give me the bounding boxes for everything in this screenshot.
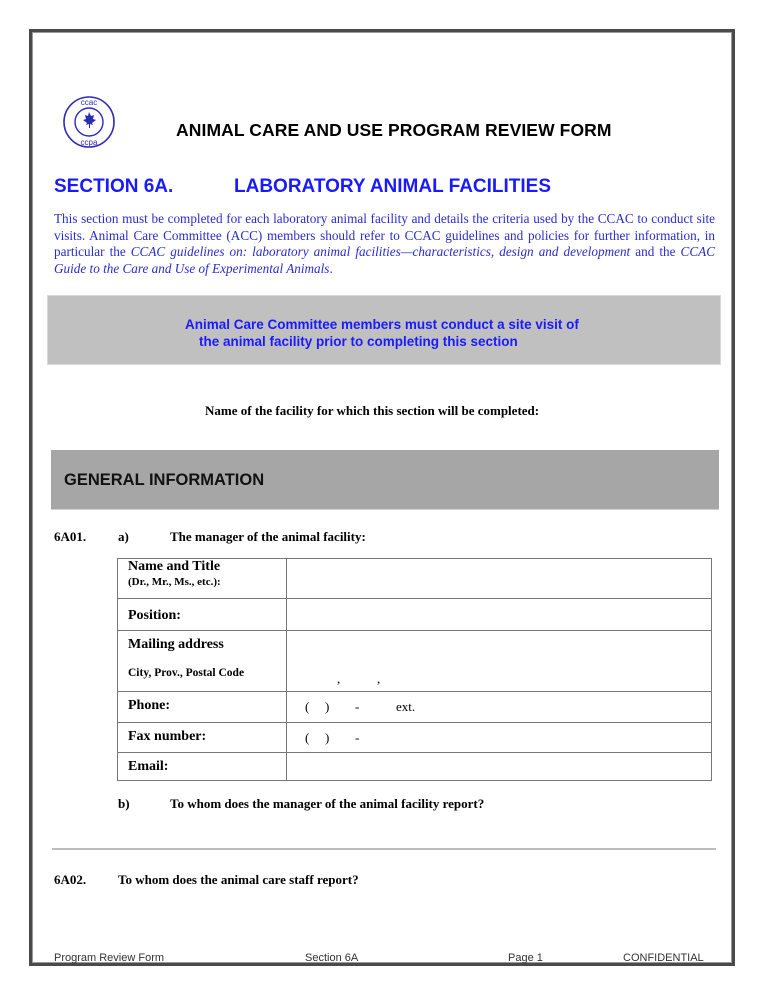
section-name: LABORATORY ANIMAL FACILITIES: [234, 176, 552, 197]
manager-info-table: [117, 558, 712, 781]
name-title-label: Name and Title (Dr., Mr., Ms., etc.):: [118, 559, 287, 599]
email-field[interactable]: [287, 753, 712, 781]
section-label: SECTION 6A.: [54, 176, 174, 197]
question-b-text: To whom does the manager of the animal facility report?: [170, 796, 485, 811]
question-a-marker: a): [118, 529, 129, 544]
ccac-logo-icon: [62, 95, 116, 149]
guidelines-reference: CCAC guidelines on: laboratory animal facilities—characteristics, design and development: [130, 244, 631, 259]
province-separator: ,: [377, 671, 381, 686]
mailing-address-field[interactable]: [287, 631, 712, 692]
mailing-address-label: Mailing address City, Prov., Postal Code: [118, 631, 287, 692]
footer-page-number: Page 1: [508, 952, 543, 964]
logo-bottom-text: ccpa: [80, 138, 98, 147]
section-divider: [52, 848, 716, 850]
guide-reference: CCAC Guide to the Care and Use of Experimental Animals: [54, 244, 715, 276]
general-information-heading: GENERAL INFORMATION: [64, 471, 265, 489]
footer-confidential: CONFIDENTIAL: [623, 952, 704, 964]
notice-text: [185, 316, 579, 350]
intro-paragraph: [54, 211, 715, 277]
phone-label: Phone:: [118, 692, 287, 723]
intro-text: This section must be completed for each laboratory animal facility and details the criteria used by the CCAC to conduct site visits. Animal Care Committee (ACC) members should refer to CCAC guidelines and policies for further information, in particular the: [54, 211, 715, 259]
notice-line-2: the animal facility prior to completing this section: [199, 334, 518, 349]
facility-name-label: Name of the facility for which this section will be completed:: [205, 403, 540, 418]
question-b-marker: b): [118, 796, 130, 811]
footer-form-name: Program Review Form: [54, 952, 165, 964]
question-number-6a01: 6A01.: [54, 529, 87, 544]
position-label: Position:: [118, 599, 287, 631]
logo-top-text: ccac: [80, 98, 98, 107]
form-title: ANIMAL CARE AND USE PROGRAM REVIEW FORM: [176, 120, 612, 140]
email-label: Email:: [118, 753, 287, 781]
footer-section: Section 6A: [305, 952, 359, 964]
intro-text: .: [329, 260, 333, 276]
intro-text: and the: [630, 244, 681, 259]
fax-field[interactable]: ( ) -: [287, 723, 712, 753]
city-separator: ,: [337, 671, 341, 686]
question-6a02-text: To whom does the animal care staff report?: [118, 872, 359, 887]
fax-label: Fax number:: [118, 723, 287, 753]
position-field[interactable]: [287, 599, 712, 631]
question-number-6a02: 6A02.: [54, 872, 87, 887]
notice-line-1: Animal Care Committee members must conduct a site visit of: [185, 317, 579, 332]
name-title-field[interactable]: [287, 559, 712, 599]
phone-field[interactable]: ( ) - ext.: [287, 692, 712, 723]
question-a-text: The manager of the animal facility:: [170, 529, 366, 544]
